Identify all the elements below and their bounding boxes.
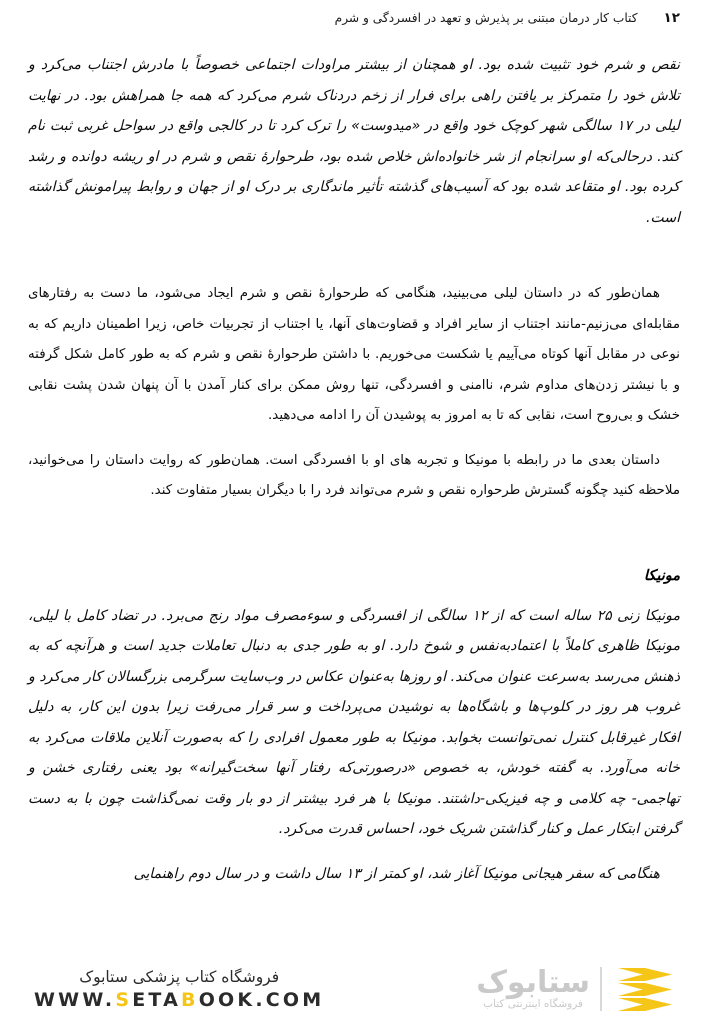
chevron-icon (618, 998, 672, 1011)
footer-url-part: ETA (132, 988, 182, 1011)
logo-word-main: ستابوک (476, 965, 590, 1001)
footer-shop-name: فروشگاه کتاب پزشکی ستابوک (79, 967, 280, 986)
footer-watermark (0, 955, 708, 1023)
heading-spacer (28, 587, 680, 601)
footer-url-part: OOK.COM (198, 988, 325, 1011)
logo-divider (600, 967, 602, 1011)
paragraph-schema-commentary: همان‌طور که در داستان لیلی می‌بینید، هنگامی که طرحوارهٔ نقص و شرم ایجاد می‌شود، ما دست به رفتارهای مقابله‌ای می‌زنیم-مانند اجتناب از سایر افراد و قضاوت‌های آنها، یا اجتناب از تجربیات خاص، زیرا اطمینان داریم که به نوعی در مقابل آنها کوتاه می‌آییم یا شکست می‌خوریم. با داشتن طرحوارهٔ نقص و شرم که به طور کامل شکل گرفته و با نیشتر زدن‌های مداوم شرم، ناامنی و افسردگی، تنها روش ممکن برای کنار آمدن با آن پنهان شدن پشت نقابی خشک و بی‌روح است، نقابی که تا به امروز به پوشیدن آن را ادامه می‌دهید. (28, 286, 680, 423)
book-title-header: کتاب کار درمان مبتنی بر پذیرش و تعهد در افسردگی و شرم (334, 11, 638, 25)
logo-wordmark (476, 965, 590, 1011)
footer-logo[interactable] (476, 964, 678, 1014)
page-number: ۱۲ (663, 10, 680, 26)
paragraph-spacer (28, 432, 680, 446)
running-header (28, 10, 680, 32)
page-content (28, 50, 680, 889)
section-spacer (28, 507, 680, 565)
paragraph-monica-profile: مونیکا زنی ۲۵ ساله است که از ۱۲ سالگی از افسردگی و سوءمصرف مواد رنج می‌برد. در تضاد کامل با لیلی، مونیکا ظاهری کاملاً با اعتمادبه‌نفس و شوخ دارد. او به طور جدی به دنبال تعاملات جدید است و هرآنچه که به ذهنش می‌رسد به‌سرعت عنوان می‌کند. او روزها به‌عنوان عکاس در وب‌سایت سرگرمی بزرگسالان کار می‌کرد و غروب هر روز در کلوپ‌ها و باشگاه‌ها به نوشیدن می‌پرداخت و سر قرار می‌رفت زیرا بدون این کار، به دلیل افکار غیرقابل کنترل نمی‌توانست بخوابد. مونیکا به طور معمول افرادی را که به‌صورت آنلاین ملاقات می‌کرد به خانه می‌آورد. به گفته خودش، به خصوص «درصورتی‌که رفتار آنها سخت‌گیرانه» بود یعنی رفتاری خشن و تهاجمی- چه کلامی و چه فیزیکی-داشتند. مونیکا با هر فرد بیشتر از دو بار وقت نمی‌گذاشت چون با به دست گرفتن ابتکار عمل و کنار گذاشتن شریک خود، احساس قدرت می‌کرد. (28, 607, 680, 837)
footer-brand-text (34, 968, 324, 1011)
section-heading-monica: مونیکا (643, 567, 680, 584)
paragraph-monica-journey: هنگامی که سفر هیجانی مونیکا آغاز شد، او کمتر از ۱۳ سال داشت و در سال دوم راهنمایی (133, 865, 660, 882)
paragraph-spacer (28, 233, 680, 279)
chevron-stack-icon (612, 964, 678, 1014)
paragraph-next-story-intro: داستان بعدی ما در رابطه با مونیکا و تجربه های او با افسردگی است. همان‌طور که روایت داستان را می‌خوانید، ملاحظه کنید چگونه گسترش طرحواره نقص و شرم می‌تواند فرد را با دیگران بسیار متفاوت کند. (28, 452, 680, 498)
paragraph-leila-continued: نقص و شرم خود تثبیت شده بود. او همچنان از بیشتر مراودات اجتماعی خصوصاً با مادرش اجتناب می‌کرد و تلاش خود را متمرکز بر یافتن راهی برای فرار از زخم دردناک شرم می‌کرد که همه جا همراهش بود. در نهایت لیلی در ۱۷ سالگی شهر کوچک خود واقع در «میدوست» را ترک کرد تا در کالجی واقع در سواحل غربی ثبت نام کند. درحالی‌که او سرانجام از شر خانواده‌اش خلاص شده بود، طرحوارهٔ نقص و شرم در او ریشه دوانده و رشد کرده بود. او متقاعد شده بود که آسیب‌های گذشته تأثیر ماندگاری بر درک او از جهان و روابط پیرامونش گذاشته است. (28, 57, 680, 226)
footer-url-part-highlight: B (181, 988, 199, 1011)
chevron-icon (618, 983, 672, 996)
footer-url-part-highlight: S (115, 988, 133, 1011)
footer-url-part: WWW. (34, 988, 116, 1011)
paragraph-spacer (28, 845, 680, 859)
chevron-icon (618, 968, 672, 981)
footer-url[interactable] (34, 989, 324, 1011)
logo-tagline: فروشگاه اینترنتی کتاب (483, 998, 584, 1011)
